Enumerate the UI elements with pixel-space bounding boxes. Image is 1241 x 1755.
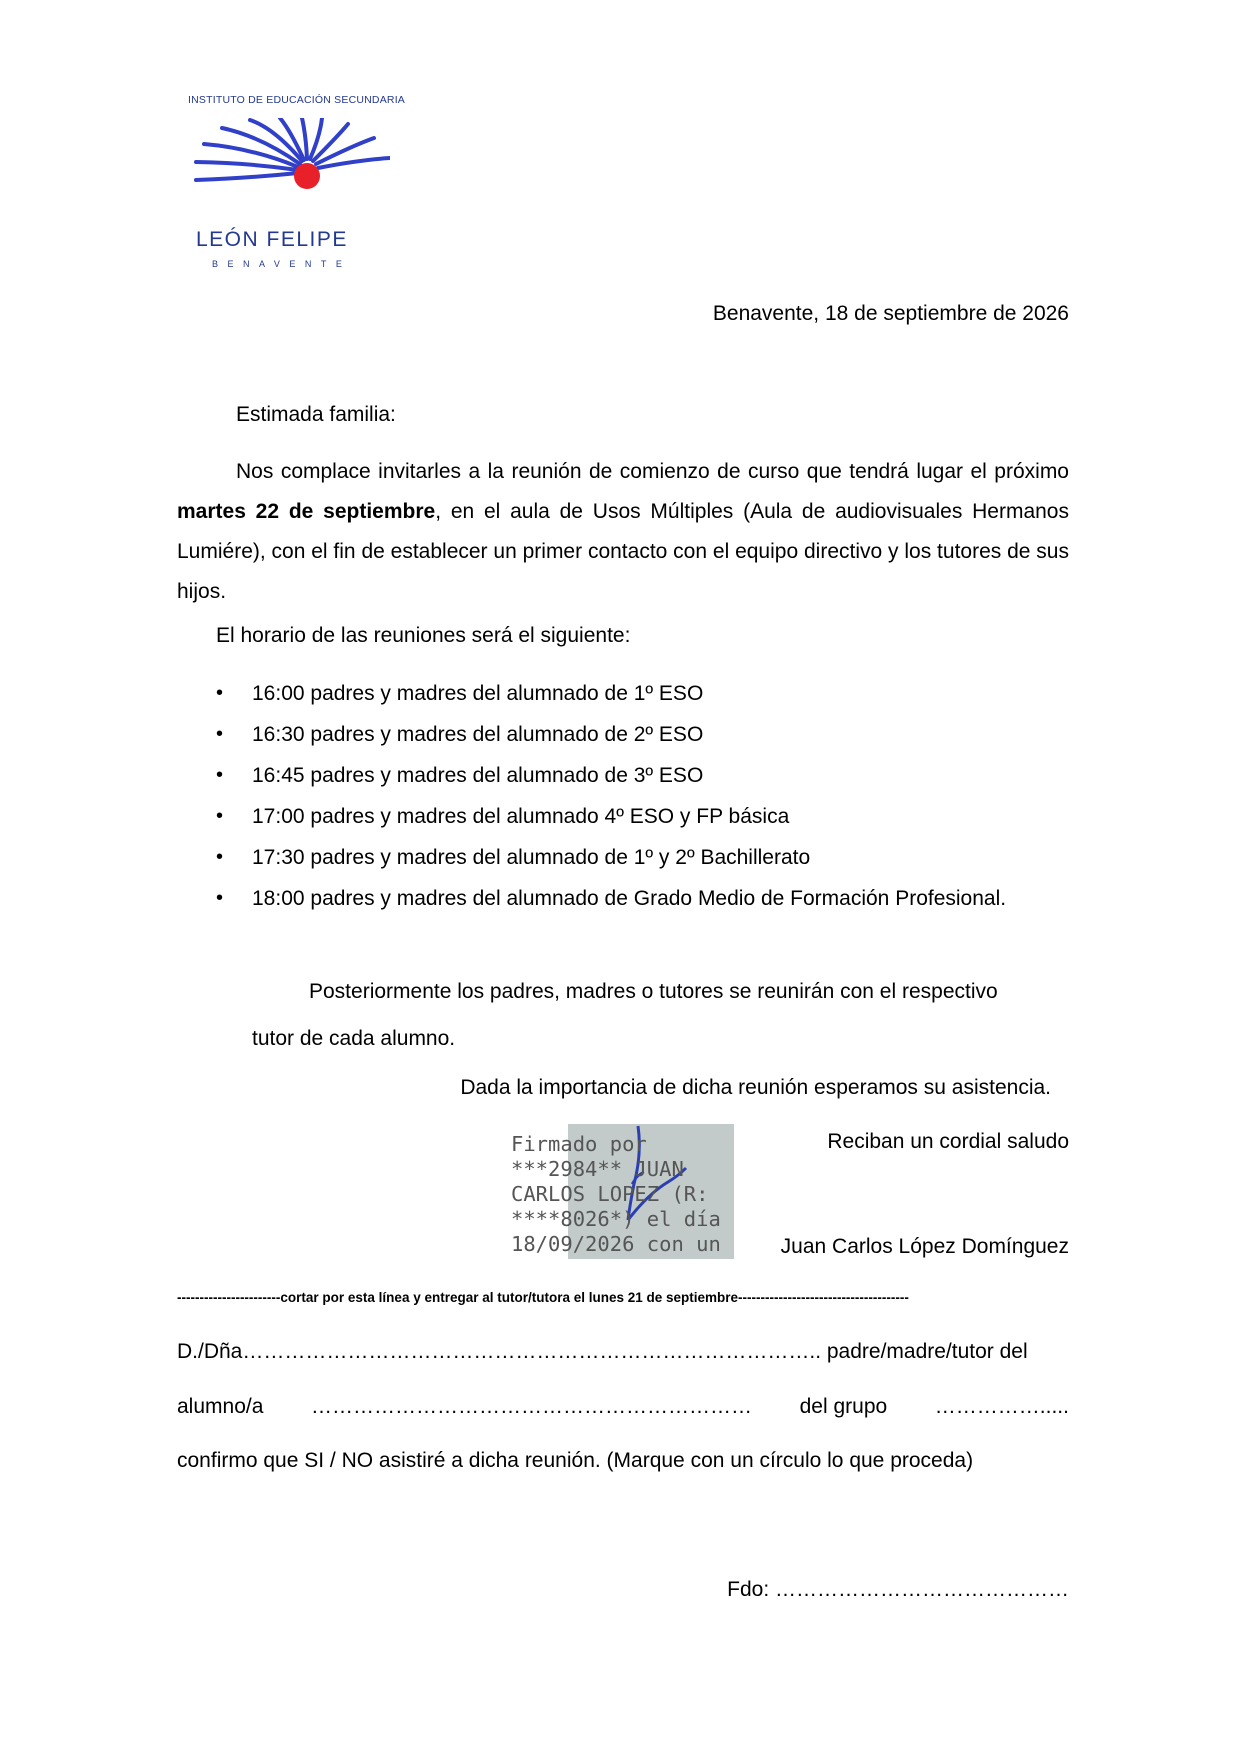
schedule-text: 17:30 padres y madres del alumnado de 1º y 2º Bachillerato bbox=[252, 846, 811, 869]
attendance-request: Dada la importancia de dicha reunión esperamos su asistencia. bbox=[460, 1076, 1051, 1099]
sun-logo-icon bbox=[190, 118, 390, 218]
list-item bbox=[216, 878, 1086, 919]
schedule-text: 16:45 padres y madres del alumnado de 3º ESO bbox=[252, 764, 704, 787]
invitation-text-end: , en el aula de Usos Múltiples (Aula de audiovisuales Hermanos Lumiére), con el fin de establecer un primer contacto con el equipo directivo y los tutores de sus hijos. bbox=[177, 500, 1069, 603]
institute-type-label: INSTITUTO DE EDUCACIÓN SECUNDARIA bbox=[188, 94, 406, 106]
group-label: del grupo bbox=[799, 1395, 888, 1418]
list-item bbox=[216, 673, 1086, 714]
student-group-row bbox=[177, 1395, 1069, 1419]
date-line: Benavente, 18 de septiembre de 2026 bbox=[712, 302, 1069, 325]
schedule-text: 17:00 padres y madres del alumnado 4º ESO y FP básica bbox=[252, 805, 790, 828]
signer-name: Juan Carlos López Domínguez bbox=[780, 1235, 1069, 1258]
schedule-list bbox=[216, 673, 1086, 919]
greeting: Estimada familia: bbox=[236, 403, 396, 426]
student-label: alumno/a bbox=[177, 1395, 264, 1418]
invitation-text-start: Nos complace invitarles a la reunión de comienzo de curso que tendrá lugar el próximo bbox=[236, 460, 1069, 483]
parent-name-field[interactable]: D./Dña……………………………………………………………………….. padre/madre/tutor del bbox=[177, 1340, 1028, 1363]
bullet-icon: • bbox=[216, 805, 224, 827]
bullet-icon: • bbox=[216, 887, 224, 909]
list-item bbox=[216, 837, 1086, 878]
schedule-text: 18:00 padres y madres del alumnado de Grado Medio de Formación Profesional. bbox=[252, 887, 1007, 910]
followup-line-1: Posteriormente los padres, madres o tutores se reunirán con el respectivo bbox=[309, 980, 998, 1003]
confirmation-line: confirmo que SI / NO asistiré a dicha reunión. (Marque con un círculo lo que proceda) bbox=[177, 1449, 974, 1472]
schedule-intro: El horario de las reuniones será el siguiente: bbox=[216, 624, 631, 647]
bullet-icon: • bbox=[216, 723, 224, 745]
schedule-text: 16:00 padres y madres del alumnado de 1º ESO bbox=[252, 682, 704, 705]
invitation-paragraph bbox=[177, 452, 1069, 612]
list-item bbox=[216, 714, 1086, 755]
cut-line: -----------------------cortar por esta línea y entregar al tutor/tutora el lunes 21 de septiembre-------------------------------------- bbox=[177, 1290, 909, 1305]
signature-field[interactable]: Fdo: …………………………………… bbox=[727, 1578, 1069, 1601]
bullet-icon: • bbox=[216, 764, 224, 786]
bullet-icon: • bbox=[216, 682, 224, 704]
institute-name-logo: LEÓN FELIPE bbox=[196, 228, 348, 251]
list-item bbox=[216, 755, 1086, 796]
meeting-date-bold: martes 22 de septiembre bbox=[177, 500, 436, 523]
list-item bbox=[216, 796, 1086, 837]
digital-signature-stamp: Firmado por ***2984** JUAN CARLOS LOPEZ (R: ****8026*) el día 18/09/2026 con un bbox=[511, 1132, 721, 1256]
town-logo-label: BENAVENTE bbox=[212, 259, 352, 269]
group-field[interactable]: ……………..... bbox=[934, 1395, 1069, 1418]
student-name-field[interactable]: ……………………………………………………… bbox=[311, 1395, 752, 1418]
bullet-icon: • bbox=[216, 846, 224, 868]
followup-line-2: tutor de cada alumno. bbox=[252, 1027, 456, 1050]
schedule-text: 16:30 padres y madres del alumnado de 2º ESO bbox=[252, 723, 704, 746]
regards-line: Reciban un cordial saludo bbox=[827, 1130, 1069, 1153]
